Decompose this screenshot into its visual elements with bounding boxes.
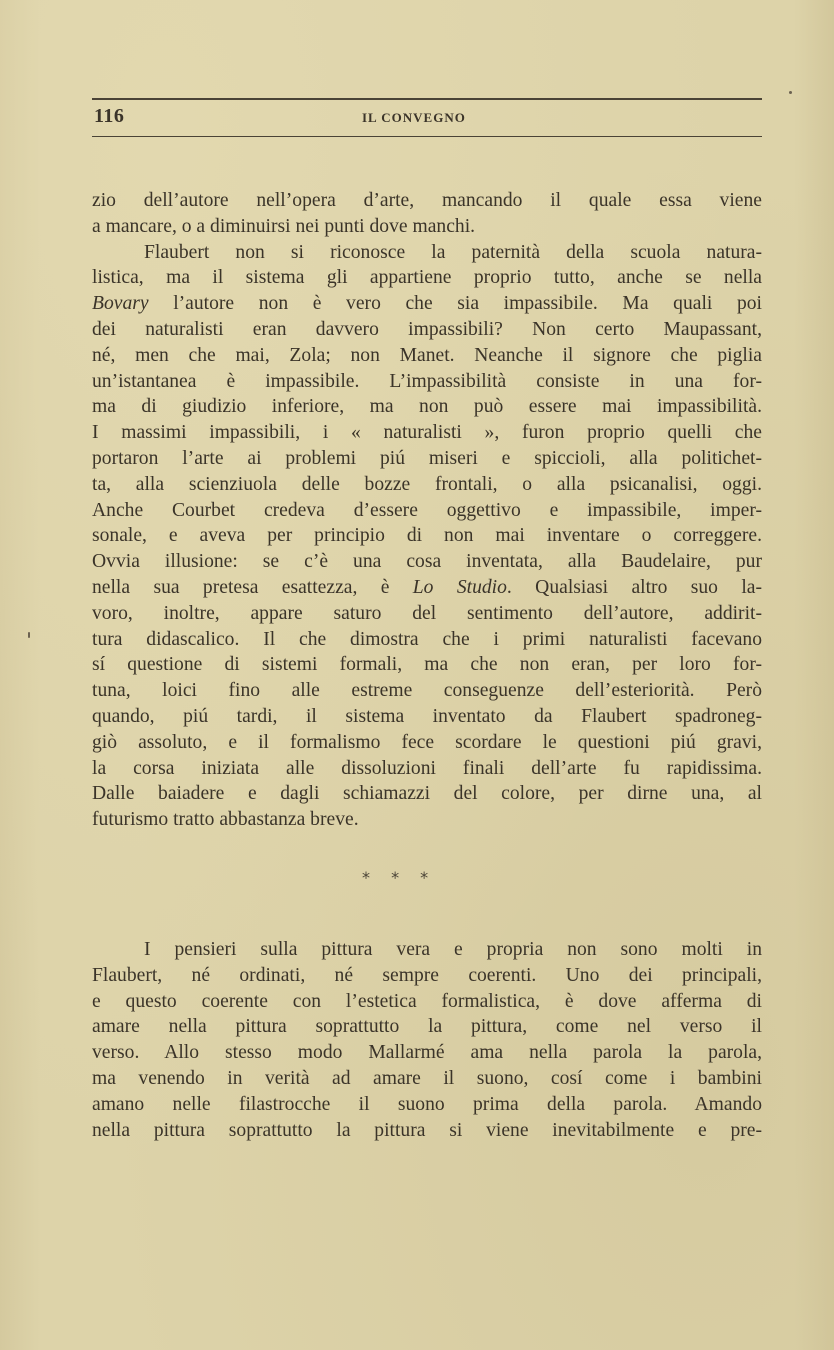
text-line: giò assoluto, e il formalismo fece scordare le questioni piú gravi, bbox=[92, 731, 762, 753]
text-line: ta, alla scienziuola delle bozze frontali, o alla psicanalisi, oggi. bbox=[92, 473, 762, 495]
text-line: Flaubert, né ordinati, né sempre coerenti. Uno dei principali, bbox=[92, 964, 762, 986]
section-separator bbox=[92, 833, 762, 937]
text-line: portaron l’arte ai problemi piú miseri e spiccioli, alla politichet- bbox=[92, 447, 762, 469]
text-line: futurismo tratto abbastanza breve. bbox=[92, 809, 359, 831]
text-line: e questo coerente con l’estetica formalistica, è dove afferma di bbox=[92, 990, 762, 1012]
running-header bbox=[92, 98, 762, 137]
text-line: Anche Courbet credeva d’essere oggettivo e impassibile, imper- bbox=[92, 499, 762, 521]
book-page bbox=[92, 98, 762, 1143]
text-line: zio dell’autore nell’opera d’arte, mancando il quale essa viene bbox=[92, 190, 762, 211]
text-line: sí questione di sistemi formali, ma che non eran, per loro for- bbox=[92, 654, 762, 676]
text-line: dei naturalisti eran davvero impassibili? Non certo Maupassant, bbox=[92, 318, 762, 340]
text-line: Bovary l’autore non è vero che sia impassibile. Ma quali poi bbox=[92, 293, 762, 315]
text-line: un’istantanea è impassibile. L’impassibilità consiste in una for- bbox=[92, 370, 762, 392]
text-line: amare nella pittura soprattutto la pittura, come nel verso il bbox=[92, 1016, 762, 1038]
paper-speck bbox=[789, 91, 792, 94]
text-line: né, men che mai, Zola; non Manet. Neanche il signore che piglia bbox=[92, 344, 762, 366]
text-line: Ovvia illusione: se c’è una cosa inventata, alla Baudelaire, pur bbox=[92, 551, 762, 573]
text-line: nella pittura soprattutto la pittura si viene inevitabilmente e pre- bbox=[92, 1119, 762, 1141]
page-number: 116 bbox=[94, 105, 125, 127]
text-line: la corsa iniziata alle dissoluzioni finali dell’arte fu rapidissima. bbox=[92, 757, 762, 779]
text-line: sonale, e aveva per principio di non mai inventare o correggere. bbox=[92, 525, 762, 547]
text-line: a mancare, o a diminuirsi nei punti dove manchi. bbox=[92, 215, 476, 237]
text-line: tuna, loici fino alle estreme conseguenze dell’esteriorità. Però bbox=[92, 680, 762, 702]
asterism-icon: * * * bbox=[362, 867, 437, 887]
text-line: Flaubert non si riconosce la paternità della scuola natura- bbox=[144, 241, 762, 263]
italic-title-lo-studio: Lo Studio bbox=[412, 576, 507, 598]
text-line: nella sua pretesa esattezza, è Lo Studio. Qualsiasi altro suo la- bbox=[92, 576, 762, 598]
journal-title: IL CONVEGNO bbox=[362, 110, 466, 125]
text-line: tura didascalico. Il che dimostra che i primi naturalisti facevano bbox=[92, 628, 762, 650]
text-line: amano nelle filastrocche il suono prima della parola. Amando bbox=[92, 1093, 762, 1115]
text-line: quando, piú tardi, il sistema inventato da Flaubert spadroneg- bbox=[92, 705, 762, 727]
text-line: ma di giudizio inferiore, ma non può essere mai impassibilità. bbox=[92, 396, 762, 418]
text-line: Dalle baiadere e dagli schiamazzi del colore, per dirne una, al bbox=[92, 783, 762, 805]
text-line: listica, ma il sistema gli appartiene proprio tutto, anche se nella bbox=[92, 267, 762, 289]
text-line: verso. Allo stesso modo Mallarmé ama nella parola la parola, bbox=[92, 1042, 762, 1064]
paragraph-flaubert-naturalism bbox=[92, 240, 762, 833]
italic-title-bovary: Bovary bbox=[92, 293, 149, 315]
body-text bbox=[92, 188, 762, 1143]
paragraph-painting-thoughts bbox=[92, 937, 762, 1143]
paragraph-continuation bbox=[92, 188, 762, 240]
text-line: voro, inoltre, appare saturo del sentimento dell’autore, addirit- bbox=[92, 602, 762, 624]
text-line: I massimi impassibili, i « naturalisti », furon proprio quelli che bbox=[92, 422, 762, 444]
text-line: I pensieri sulla pittura vera e propria non sono molti in bbox=[144, 938, 762, 960]
text-line: ma venendo in verità ad amare il suono, cosí come i bambini bbox=[92, 1067, 762, 1089]
paper-speck bbox=[28, 632, 30, 638]
